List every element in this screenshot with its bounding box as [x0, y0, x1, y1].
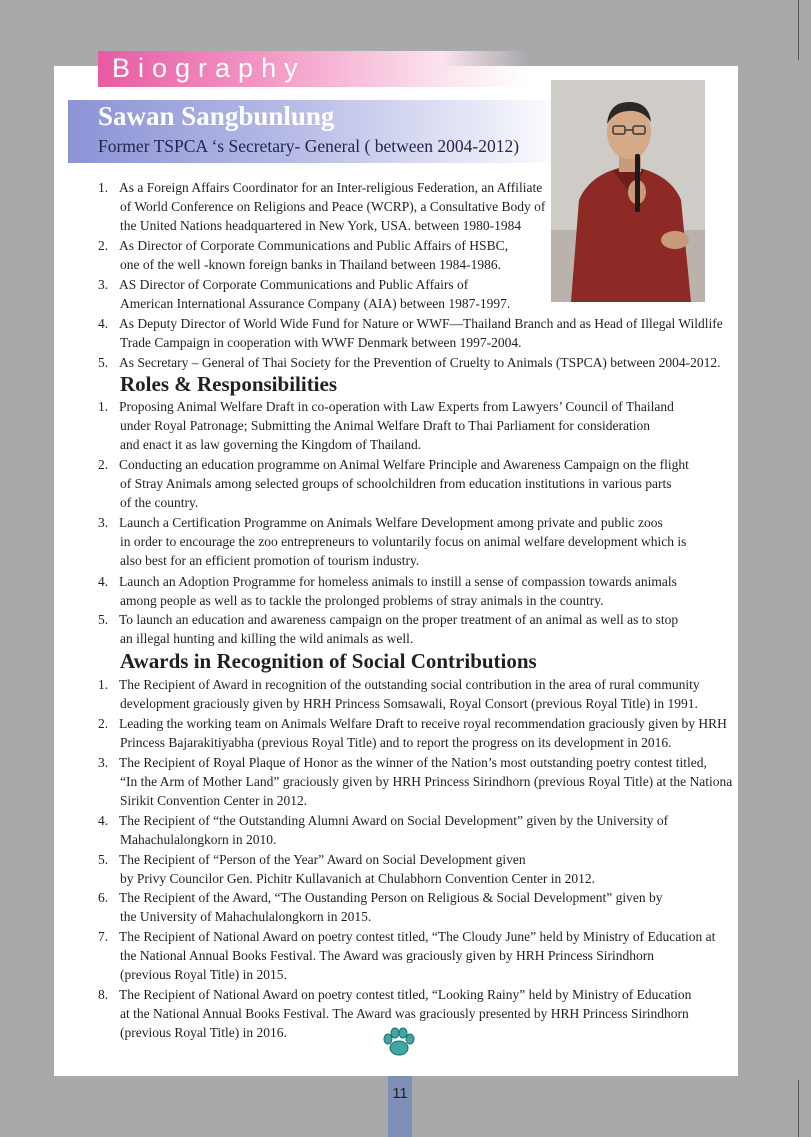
- roles-item-line: and enact it as law governing the Kingdom of Thailand.: [120, 437, 422, 452]
- roles-item-line: Launch an Adoption Programme for homeless animals to instill a sense of compassion towards animals: [119, 573, 677, 589]
- roles-item-number: 1.: [98, 399, 109, 414]
- person-name: Sawan Sangbunlung: [98, 101, 335, 131]
- crop-mark: [798, 1080, 799, 1137]
- biography-item: [100, 236, 508, 274]
- biography-item-number: 1.: [98, 180, 109, 195]
- awards-item-line: the University of Mahachulalongkorn in 2015.: [120, 909, 372, 925]
- roles-item-line: an illegal hunting and killing the wild animals as well.: [120, 631, 414, 647]
- awards-item: [100, 927, 715, 984]
- crop-mark: [798, 0, 799, 60]
- paw-print-icon: [381, 1026, 417, 1063]
- roles-item-line: among people as well as to tackle the prolonged problems of stray animals in the country.: [120, 592, 604, 608]
- biography-item-line: AS Director of Corporate Communications and Public Affairs of: [119, 277, 469, 292]
- awards-item-line: development graciously given by HRH Princess Somsawali, Royal Consort (previous Royal Title) in 1991.: [120, 696, 698, 711]
- biography-item: [100, 178, 545, 235]
- biography-item-line: one of the well -known foreign banks in Thailand between 1984-1986.: [120, 257, 502, 273]
- biography-item-number: 4.: [98, 315, 109, 331]
- roles-item: [100, 397, 674, 454]
- awards-heading: Awards in Recognition of Social Contributions: [120, 649, 537, 673]
- biography-item-line: As Director of Corporate Communications and Public Affairs of HSBC,: [119, 238, 508, 254]
- roles-item-number: 2.: [98, 457, 109, 473]
- biography-item: [100, 314, 723, 352]
- biography-item-number: 5.: [98, 354, 109, 370]
- biography-item-line: As a Foreign Affairs Coordinator for an Inter-religious Federation, an Affiliate: [119, 180, 543, 195]
- biography-item-line: American International Assurance Company (AIA) between 1987-1997.: [120, 296, 511, 311]
- awards-item: [100, 850, 595, 888]
- roles-item: [100, 513, 686, 570]
- awards-item-number: 7.: [98, 929, 109, 945]
- awards-item-line: the National Annual Books Festival. The Award was graciously given by HRH Princess Sirindhorn: [120, 948, 654, 964]
- awards-item-line: The Recipient of Award in recognition of the outstanding social contribution in the area of rural community: [119, 677, 700, 692]
- page-number: 11: [392, 1085, 408, 1102]
- awards-item-line: at the National Annual Books Festival. The Award was graciously presented by HRH Princess Sirindhorn: [120, 1006, 689, 1022]
- awards-item-number: 1.: [98, 677, 109, 692]
- roles-item: [100, 610, 678, 648]
- biography-item-number: 3.: [98, 277, 109, 292]
- roles-item-line: under Royal Patronage; Submitting the Animal Welfare Draft to Thai Parliament for consideration: [120, 418, 651, 433]
- biography-item-line: As Secretary – General of Thai Society for the Prevention of Cruelty to Animals (TSPCA) between 2004-2012.: [119, 354, 721, 370]
- awards-item-line: Mahachulalongkorn in 2010.: [120, 831, 277, 847]
- awards-item-number: 5.: [98, 851, 109, 867]
- biography-item: [100, 353, 721, 372]
- biography-item-line: the United Nations headquartered in New York, USA. between 1980-1984: [120, 218, 522, 233]
- awards-item-line: The Recipient of the Award, “The Oustanding Person on Religious & Social Development” given by: [119, 890, 663, 906]
- person-title: Former TSPCA ‘s Secretary- General ( between 2004-2012): [98, 136, 520, 156]
- awards-item-line: Leading the working team on Animals Welfare Draft to receive royal recommendation graciously given by HRH: [119, 715, 727, 731]
- roles-heading: Roles & Responsibilities: [120, 372, 338, 396]
- awards-item-line: The Recipient of Royal Plaque of Honor as the winner of the Nation’s most outstanding poetry contest titled,: [119, 754, 707, 770]
- roles-item-number: 4.: [98, 573, 109, 589]
- awards-item-line: by Privy Councilor Gen. Pichitr Kullavanich at Chulabhorn Convention Center in 2012.: [120, 870, 596, 886]
- biography-item-line: As Deputy Director of World Wide Fund for Nature or WWF—Thailand Branch and as Head of Illegal Wildlife: [119, 315, 723, 331]
- awards-item-line: Princess Bajarakitiyabha (previous Royal Title) and to report the progress on its development in 2016.: [120, 734, 672, 750]
- roles-item: [100, 572, 677, 610]
- biography-item: [100, 275, 510, 313]
- awards-item-number: 8.: [98, 987, 109, 1003]
- biography-banner-label: Biography: [112, 53, 306, 83]
- biography-item-line: of World Conference on Religions and Peace (WCRP), a Consultative Body of: [120, 199, 546, 214]
- awards-item: [100, 753, 732, 810]
- awards-item-line: (previous Royal Title) in 2016.: [120, 1025, 287, 1041]
- roles-item-line: To launch an education and awareness campaign on the proper treatment of an animal as well as to stop: [119, 612, 679, 628]
- awards-item-number: 6.: [98, 890, 109, 906]
- roles-item-line: of Stray Animals among selected groups of schoolchildren from education institutions in various parts: [120, 476, 672, 492]
- biography-item-line: Trade Campaign in cooperation with WWF Denmark between 1997-2004.: [120, 334, 522, 350]
- roles-item-line: of the country.: [120, 495, 199, 511]
- awards-item-line: “In the Arm of Mother Land” graciously given by HRH Princess Sirindhorn (previous Royal Title) at the Nationa: [120, 773, 733, 789]
- roles-item-number: 3.: [98, 515, 109, 531]
- awards-item-line: (previous Royal Title) in 2015.: [120, 967, 287, 983]
- awards-item-line: The Recipient of “Person of the Year” Award on Social Development given: [119, 851, 526, 867]
- roles-item-line: Conducting an education programme on Animal Welfare Principle and Awareness Campaign on the flight: [119, 457, 689, 473]
- roles-item-line: also best for an efficient promotion of tourism industry.: [120, 553, 420, 569]
- awards-item: [100, 888, 663, 926]
- awards-item-line: The Recipient of “the Outstanding Alumni Award on Social Development” given by the University of: [119, 812, 669, 828]
- roles-item-number: 5.: [98, 612, 109, 628]
- roles-item-line: in order to encourage the zoo entrepreneurs to voluntarily focus on animal welfare development which is: [120, 534, 687, 550]
- awards-item: [100, 675, 700, 713]
- roles-item: [100, 455, 689, 512]
- biography-item-number: 2.: [98, 238, 109, 254]
- roles-item-line: Proposing Animal Welfare Draft in co-operation with Law Experts from Lawyers’ Council of Thailand: [119, 399, 674, 414]
- roles-item-line: Launch a Certification Programme on Animals Welfare Development among private and public zoos: [119, 515, 663, 531]
- awards-item-line: Sirikit Convention Center in 2012.: [120, 792, 308, 808]
- awards-item-number: 3.: [98, 754, 109, 770]
- awards-item-number: 4.: [98, 812, 109, 828]
- awards-item: [100, 714, 727, 752]
- awards-item-line: The Recipient of National Award on poetry contest titled, “Looking Rainy” held by Ministry of Education: [119, 987, 692, 1003]
- awards-item-line: The Recipient of National Award on poetry contest titled, “The Cloudy June” held by Ministry of Education at: [119, 929, 716, 945]
- awards-item: [100, 811, 668, 849]
- awards-item-number: 2.: [98, 715, 109, 731]
